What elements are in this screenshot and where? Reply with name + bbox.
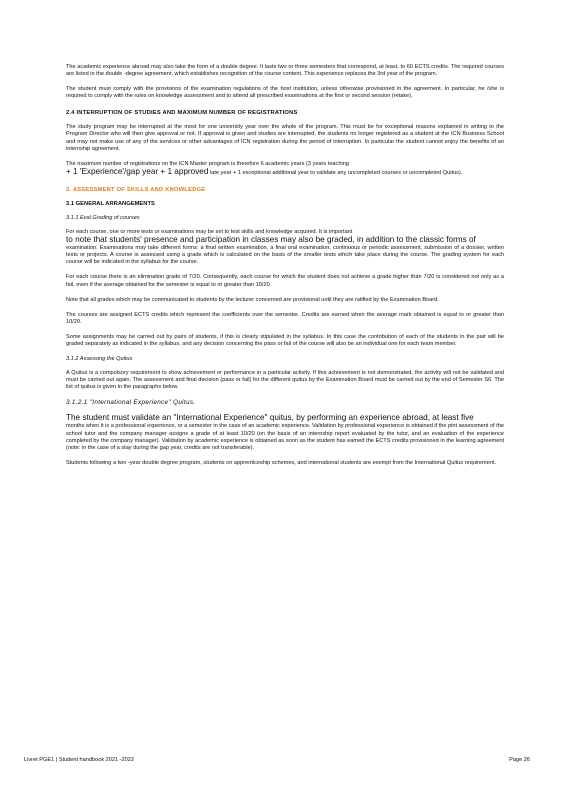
section-heading-orange: 3. ASSESSMENT OF SKILLS AND KNOWLEDGE [66,186,206,193]
text-run: examination. Examinations may take different forms: a final written examination, a final oral examination, continuous or periodic assessment, submission of a dossier, written tests or projects. A course is assessed using a grade which is calculated on the basis of the smaller tests which take place during the course. The grading system for each course will be indicated in the syllabus for the course. [66,245,504,266]
text-run-large: The student must validate an "International Experience" quitus, by performing an experience abroad, at least five [66,413,474,423]
subsubsection-heading: 3.1.2 Assessing the Quitus [66,356,133,363]
paragraph-mixed [66,414,504,451]
paragraph: The courses are assigned ECTS credits which represent the coefficients over the semester. Credits are earned when the average mark obtained is equal to or greater than 10/20. [66,311,504,325]
text-run: The maximum number of registrations on the ICN Master program is therefore 6 academic years (3 years teaching [66,160,349,167]
paragraph: For each course there is an elimination grade of 7/20. Consequently, each course for which the student does not achieve a grade higher than 7/20 is considered not only as a fail, even if the average obtained for the semester is equal to or greater than 10/20. [66,274,504,288]
paragraph: The study program may be interrupted at the most for one university year over the whole of the program. This must be for exceptional reasons explained in writing to the Program Director who will then give approval or not. If approval is given and studies are interrupted, the students no longer registered as a student at the ICN Business School and may not make use of any of the services or other advantages of ICN registration during the period of interruption. In particular the student cannot enjoy the benefits of an internship agreement. [66,124,504,152]
text-run: months when it is a professional experience, or a semester in the case of an academic experience. Validation by professional experience is obtained if the pint assessment of the school tutor and the company manager assigns a grade of at least 10/20 (on the basis of an internship report evaluated by the tutor, and an evaluation of the experience completed by the company manager). Validation by academic experience is obtained as soon as the student has earned the ECTS credits provisioned in the learning agreement (note: in the case of a stay during the gap year, credits are not transferable). [66,423,505,451]
paragraph: Students following a two -year double degree program, students on apprenticeship schemes, and international students are exempt from the International Quitus requirement. [66,459,497,466]
text-run-large: to note that students' presence and participation in classes may also be graded, in addition to the classic forms of [66,235,476,245]
paragraph: The academic experience abroad may also take the form of a double degree. It lasts two or three semesters that correspond, at least, to 60 ECTS credits. The required courses are listed in the double -degree agreement, which establishes recognition of the course content. This experience replaces the 3rd year of the program. [66,64,504,78]
paragraph: Some assignments may be carried out by pairs of students, if this is clearly stipulated in the syllabus. In this case the contribution of each of the students in the pair will be graded separately as indicated in the syllabus, and any decision concerning the pass or fail of the course will also be an individual one for each team member. [66,333,504,347]
text-run: For each course, one or more tests or examinations may be set to test skills and knowledge acquired. It is important [66,228,353,235]
page-body [66,64,504,475]
page-number: Page 26 [509,757,530,763]
page-footer [24,757,530,763]
paragraph-mixed [66,161,504,177]
subsection-heading: 3.1 GENERAL ARRANGEMENTS [66,200,155,207]
text-run: late year + 1 exceptional additional year to validate any uncompleted courses or uncompleted Quitus). [209,169,463,176]
paragraph: A Quitus is a compulsory requirement to show achievement or performance in a particular activity. If this achievement is not demonstrated, the activity will not be validated and must be carried out again. The assessment and final decision (pass or fail) for the different quitus by the Examination Board must be carried out by the end of Semester S6. The list of quitus is given in the paragraphs below. [66,370,504,391]
subsubsection-heading: 3.1.1 Eval Grading of courses [66,214,140,221]
subsubsubsection-heading: 3.1.2.1 "International Experience" Quitus. [66,399,196,407]
footer-left-text: Livret PGE1 | Student handbook 2021 -2022 [24,757,134,763]
section-heading: 2.4 INTERRUPTION OF STUDIES AND MAXIMUM NUMBER OF REGISTRATIONS [66,110,298,117]
paragraph: Note that all grades which may be communicated to students by the lecturer concerned are provisional until they are ratified by the Examination Board. [66,296,439,303]
paragraph-mixed [66,229,504,266]
paragraph: The student must comply with the provisions of the examination regulations of the host institution, unless otherwise provisioned in the agreement. In particular, he /she is required to comply with the rules on knowledge assessment and to attend all prescribed examinations at the first or second session (retake). [66,86,504,100]
text-run-large: + 1 'Experience'/gap year + 1 approved [66,166,209,176]
